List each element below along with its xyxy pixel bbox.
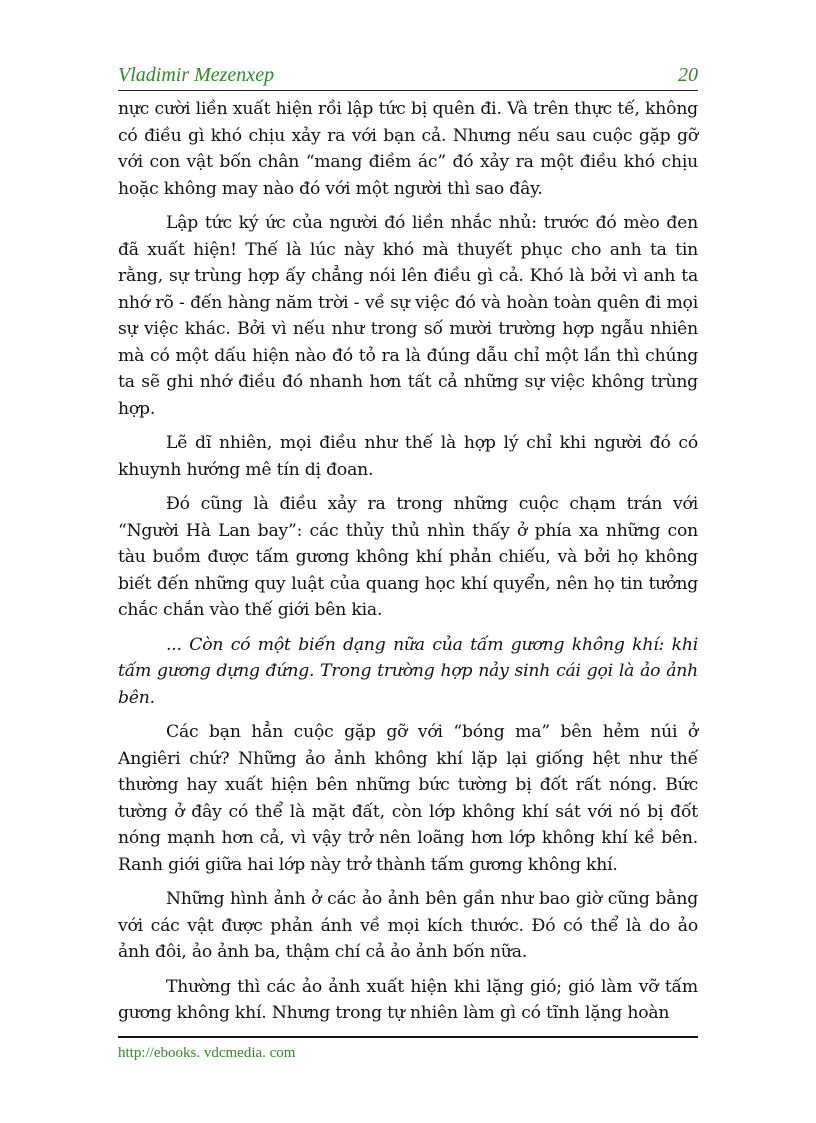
paragraph-1: nực cười liền xuất hiện rồi lập tức bị quên đi. Và trên thực tế, không có điều gì khó chịu xảy ra với bạn cả. Nhưng nếu sau cuộc gặp gỡ với con vật bốn chân “mang điềm ác” đó xảy ra một điều khó chịu hoặc không may nào đó với một người thì sao đây. [118,99,698,199]
paragraph-7: Những hình ảnh ở các ảo ảnh bên gần như bao giờ cũng bằng với các vật được phản ánh về mọi kích thước. Đó có thể là do ảo ảnh đôi, ảo ảnh ba, thậm chí cả ảo ảnh bốn nữa. [118,889,698,962]
paragraph-2: Lập tức ký ức của người đó liền nhắc nhủ: trước đó mèo đen đã xuất hiện! Thế là lúc này khó mà thuyết phục cho anh ta tin rằng, sự trùng hợp ấy chẳng nói lên điều gì cả. Khó là bởi vì anh ta nhớ rõ - đến hàng năm trời - về sự việc đó và hoàn toàn quên đi mọi sự việc khác. Bởi vì nếu như trong số mười trường hợp ngẫu nhiên mà có một dấu hiện nào đó tỏ ra là đúng dẫu chỉ một lần thì chúng ta sẽ ghi nhớ điều đó nhanh hơn tất cả những sự việc không trùng hợp. [118,213,698,419]
paragraph-4: Đó cũng là điều xảy ra trong những cuộc chạm trán với “Người Hà Lan bay”: các thủy thủ nhìn thấy ở phía xa những con tàu buồm được tấm gương không khí phản chiếu, và bởi họ không biết đến những quy luật của quang học khí quyển, nên họ tin tưởng chắc chắn vào thế giới bên kia. [118,494,698,620]
document-body [118,96,698,1035]
header-author: Vladimir Mezenxep [118,64,275,86]
paragraph-5-italic: ... Còn có một biến dạng nữa của tấm gương không khí: khi tấm gương dựng đứng. Trong trường hợp nảy sinh cái gọi là ảo ảnh bên. [118,634,698,708]
page-number: 20 [678,64,698,86]
paragraph-3: Lẽ dĩ nhiên, mọi điều như thế là hợp lý chỉ khi người đó có khuynh hướng mê tín dị đoan. [118,433,698,480]
footer-link[interactable]: http://ebooks. vdcmedia. com [118,1045,296,1061]
page-header [118,64,698,90]
paragraph-6: Các bạn hẳn cuộc gặp gỡ với “bóng ma” bên hẻm núi ở Angiêri chứ? Những ảo ảnh không khí lặp lại giống hệt như thế thường hay xuất hiện bên những bức tường bị đốt rất nóng. Bức tường ở đây có thể là mặt đất, còn lớp không khí sát với nó bị đốt nóng mạnh hơn cả, vì vậy trở nên loãng hơn lớp không khí kề bên. Ranh giới giữa hai lớp này trở thành tấm gương không khí. [118,722,698,875]
paragraph-8: Thường thì các ảo ảnh xuất hiện khi lặng gió; gió làm vỡ tấm gương không khí. Nhưng trong tự nhiên làm gì có tĩnh lặng hoàn [118,976,698,1023]
header-divider [118,90,698,91]
footer-divider [118,1036,698,1038]
